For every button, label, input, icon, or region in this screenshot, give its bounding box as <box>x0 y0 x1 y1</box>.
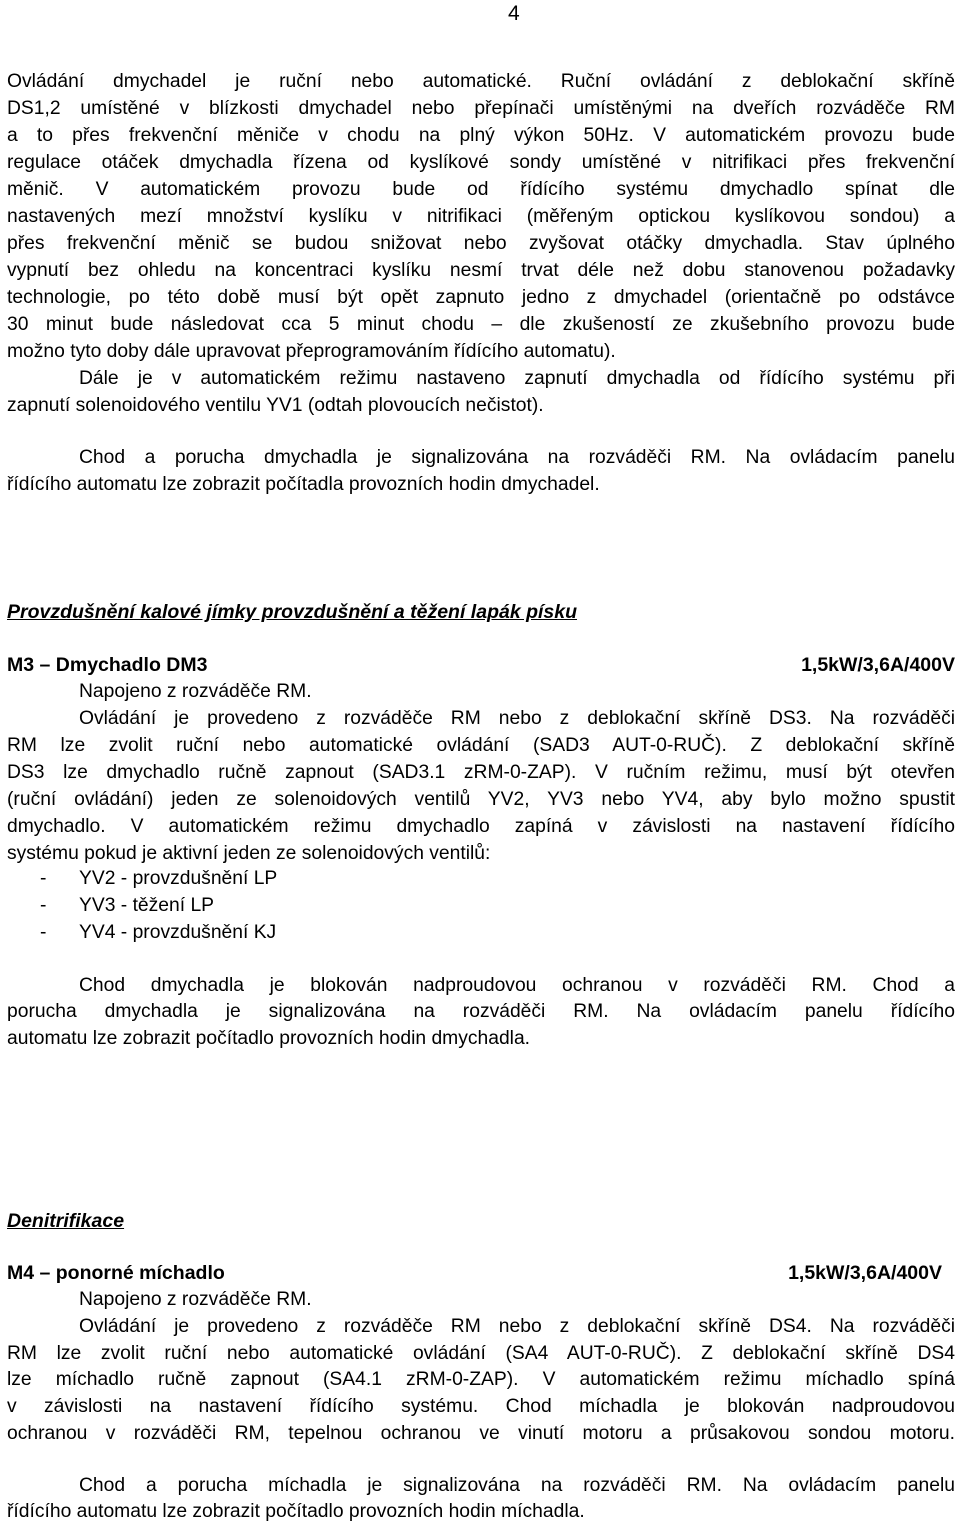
section-line: systému pokud je aktivní jeden ze solenoidových ventilů: <box>7 843 491 864</box>
list-item: YV4 - provzdušnění KJ <box>79 922 277 943</box>
section-line: Napojeno z rozváděče RM. <box>79 1289 312 1310</box>
list-item: YV2 - provzdušnění LP <box>79 868 278 889</box>
section-line: (ruční ovládání) jeden ze solenoidových ventilů YV2, YV3 nebo YV4, aby bylo možno spustit <box>7 789 955 810</box>
section-line: ochranou v rozváděči RM, tepelnou ochranou ve vinutí motoru a průsakovou sondou motoru. <box>7 1423 955 1444</box>
device-name-m3: M3 – Dmychadlo DM3 <box>7 654 208 676</box>
list-bullet: - <box>40 922 47 943</box>
intro-line: 30 minut bude následovat cca 5 minut chodu – dle zkušeností ze zkušebního provozu bude <box>7 314 955 335</box>
page-number: 4 <box>508 2 520 25</box>
section-line: Chod a porucha míchadla je signalizována na rozváděči RM. Na ovládacím panelu <box>79 1475 955 1496</box>
section-line: RM lze zvolit ruční nebo automatické ovládání (SAD3 AUT-0-RUČ). Z deblokační skříně <box>7 735 955 756</box>
intro-line: DS1,2 umístěné v blízkosti dmychadel nebo přepínači umístěnými na dveřích rozváděče RM <box>7 98 955 119</box>
section-line: RM lze zvolit ruční nebo automatické ovládání (SA4 AUT-0-RUČ). Z deblokační skříně DS4 <box>7 1343 955 1364</box>
section-line: v závislosti na nastavení řídícího systému. Chod míchadla je blokován nadproudovou <box>7 1396 955 1417</box>
section-line: DS3 lze dmychadlo ručně zapnout (SAD3.1 zRM-0-ZAP). V ručním režimu, musí být otevřen <box>7 762 955 783</box>
section-line: Ovládání je provedeno z rozváděče RM nebo z deblokační skříně DS3. Na rozváděči <box>79 708 955 729</box>
intro-line: nastavených mezí množství kyslíku v nitrifikaci (měřeným optickou kyslíkovou sondou) a <box>7 206 955 227</box>
section-line: Ovládání je provedeno z rozváděče RM nebo z deblokační skříně DS4. Na rozváděči <box>79 1316 955 1337</box>
section-line: dmychadlo. V automatickém režimu dmychadlo zapíná v závislosti na nastavení řídícího <box>7 816 955 837</box>
intro-line: Dále je v automatickém režimu nastaveno zapnutí dmychadla od řídícího systému při <box>79 368 955 389</box>
intro-line: regulace otáček dmychadla řízena od kyslíkové sondy umístěné v nitrifikaci přes frekvenční <box>7 152 955 173</box>
section-heading-aeration: Provzdušnění kalové jímky provzdušnění a těžení lapák písku <box>7 601 578 623</box>
intro-line: vypnutí bez ohledu na koncentraci kyslíku nesmí trvat déle než dobu stanovenou požadavky <box>7 260 955 281</box>
intro-line: Ovládání dmychadel je ruční nebo automatické. Ruční ovládání z deblokační skříně <box>7 71 955 92</box>
section-line: Napojeno z rozváděče RM. <box>79 681 312 702</box>
list-bullet: - <box>40 895 47 916</box>
device-power-m3: 1,5kW/3,6A/400V <box>801 654 955 676</box>
intro-line: přes frekvenční měnič se budou snižovat nebo zvyšovat otáčky dmychadla. Stav úplného <box>7 233 955 254</box>
list-bullet: - <box>40 868 47 889</box>
section-line: porucha dmychadla je signalizována na rozváděči RM. Na ovládacím panelu řídícího <box>7 1001 955 1022</box>
intro-line: možno tyto doby dále upravovat přeprogramováním řídícího automatu). <box>7 341 616 362</box>
intro-line: měnič. V automatickém provozu bude od řídícího systému dmychadlo spínat dle <box>7 179 955 200</box>
section-line: lze míchadlo ručně zapnout (SA4.1 zRM-0-ZAP). V automatickém režimu míchadlo spíná <box>7 1369 955 1390</box>
section-line: řídícího automatu lze zobrazit počítadlo provozních hodin míchadla. <box>7 1501 585 1522</box>
list-item: YV3 - těžení LP <box>79 895 215 916</box>
intro-line: Chod a porucha dmychadla je signalizována na rozváděči RM. Na ovládacím panelu <box>79 447 955 468</box>
intro-line: řídícího automatu lze zobrazit počítadla provozních hodin dmychadel. <box>7 474 600 495</box>
device-power-m4: 1,5kW/3,6A/400V <box>788 1262 942 1284</box>
section-line: Chod dmychadla je blokován nadproudovou ochranou v rozváděči RM. Chod a <box>79 975 955 996</box>
intro-line: technologie, po této době musí být opět zapnuto jedno z dmychadel (orientačně po odstávce <box>7 287 955 308</box>
section-line: automatu lze zobrazit počítadlo provozních hodin dmychadla. <box>7 1028 531 1049</box>
device-name-m4: M4 – ponorné míchadlo <box>7 1262 225 1284</box>
intro-line: zapnutí solenoidového ventilu YV1 (odtah plovoucích nečistot). <box>7 395 544 416</box>
section-heading-denitrification: Denitrifikace <box>7 1210 125 1232</box>
intro-line: a to přes frekvenční měniče v chodu na plný výkon 50Hz. V automatickém provozu bude <box>7 125 955 146</box>
